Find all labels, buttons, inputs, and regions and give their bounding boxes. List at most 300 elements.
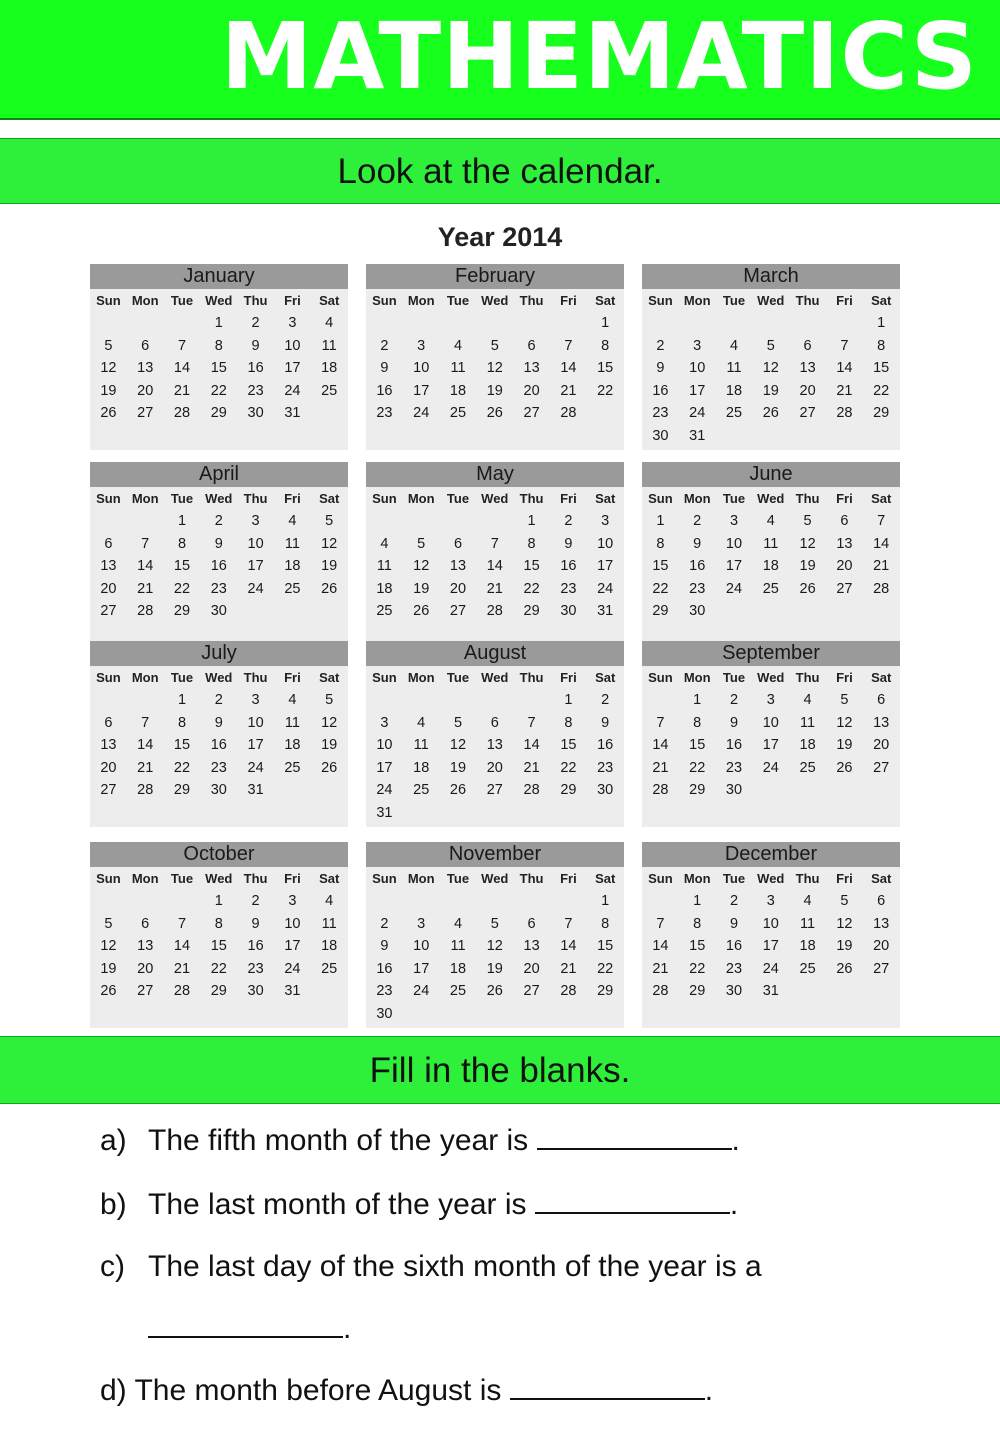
day-cell: 30: [597, 782, 614, 798]
day-cell: 13: [523, 938, 540, 954]
weekday-label: Tue: [722, 491, 746, 506]
day-cell: 10: [762, 915, 779, 932]
day-cell: [440, 890, 477, 913]
week-row: [366, 734, 624, 757]
day-cell: [440, 802, 477, 825]
day-cell: 8: [656, 535, 665, 552]
weekday-label: Sat: [871, 293, 892, 308]
day-cell: 3: [417, 337, 426, 354]
day-cell: [550, 802, 587, 825]
week-row: [90, 913, 348, 936]
week-row: [366, 802, 624, 825]
answer-blank-d[interactable]: [510, 1372, 705, 1400]
day-cell: 23: [560, 580, 577, 597]
day-cell: 8: [564, 714, 573, 731]
day-cell: 29: [689, 782, 706, 798]
day-cell: 1: [177, 513, 187, 529]
month-april: [90, 462, 348, 648]
day-cell: 23: [725, 960, 743, 977]
day-cell: 9: [380, 360, 389, 376]
day-cell: 1: [177, 692, 187, 708]
question-a: [100, 1122, 740, 1158]
day-cell: [587, 402, 624, 425]
weekday-header: [366, 868, 624, 890]
day-cell: 20: [799, 382, 816, 399]
day-cell: 20: [137, 960, 154, 977]
answer-blank-c[interactable]: [148, 1310, 343, 1338]
day-cell: 29: [173, 603, 191, 619]
day-cell: 5: [840, 893, 849, 909]
day-cell: [440, 1003, 477, 1026]
weekday-label: Sun: [372, 670, 397, 685]
day-cell: 21: [560, 382, 577, 399]
day-cell: 7: [656, 714, 665, 731]
day-cell: 30: [560, 603, 577, 619]
day-cell: 8: [214, 915, 223, 932]
week-row: [366, 890, 624, 913]
weekday-label: Sat: [595, 293, 616, 308]
day-cell: 18: [725, 382, 743, 399]
weekday-label: Thu: [519, 871, 544, 886]
weekday-label: Sun: [372, 491, 397, 506]
day-cell: 5: [325, 692, 334, 708]
day-cell: [440, 312, 477, 335]
day-cell: [863, 779, 900, 802]
day-cell: [127, 510, 164, 533]
day-cell: 31: [284, 983, 301, 999]
month-october: [90, 842, 348, 1028]
day-cell: 2: [729, 893, 739, 909]
day-cell: 23: [247, 960, 264, 977]
week-row: [366, 578, 624, 601]
day-cell: 12: [449, 737, 467, 753]
week-row: [366, 757, 624, 780]
weekday-label: Wed: [481, 491, 509, 506]
day-cell: 6: [141, 337, 150, 354]
day-cell: 17: [413, 960, 430, 977]
day-cell: 26: [486, 405, 503, 421]
day-cell: 6: [877, 692, 886, 708]
day-cell: 27: [100, 603, 117, 619]
day-cell: [826, 779, 863, 802]
week-row: [366, 913, 624, 936]
day-cell: 9: [214, 714, 223, 731]
week-row: [642, 425, 900, 448]
weekday-label: Sun: [372, 871, 397, 886]
day-cell: 31: [284, 405, 301, 421]
day-cell: 21: [137, 580, 154, 597]
week-row: [90, 958, 348, 981]
month-december: [642, 842, 900, 1028]
day-cell: 22: [210, 382, 227, 399]
weekday-label: Fri: [284, 670, 301, 685]
weekday-label: Thu: [795, 871, 820, 886]
day-cell: 16: [652, 382, 669, 399]
weekday-label: Tue: [446, 491, 470, 506]
day-cell: [164, 890, 201, 913]
month-november: [366, 842, 624, 1028]
week-row: [366, 510, 624, 533]
question-end: .: [731, 1124, 740, 1157]
day-cell: 13: [100, 558, 117, 574]
weekday-header: [366, 667, 624, 689]
day-cell: 19: [762, 382, 779, 399]
day-cell: [476, 890, 513, 913]
day-cell: 20: [873, 737, 890, 753]
day-cell: [513, 802, 550, 825]
weekday-label: Fri: [560, 293, 577, 308]
day-cell: 12: [100, 938, 117, 954]
day-cell: 7: [564, 915, 573, 932]
day-cell: 10: [284, 915, 301, 932]
day-cell: 7: [490, 535, 499, 552]
answer-blank-a[interactable]: [537, 1122, 732, 1150]
day-cell: 3: [251, 692, 260, 708]
day-cell: 6: [453, 535, 463, 552]
day-cell: 14: [836, 360, 853, 376]
day-cell: 31: [762, 983, 779, 999]
question-text: The fifth month of the year is: [148, 1124, 529, 1157]
day-cell: 6: [141, 915, 150, 932]
day-cell: 13: [836, 535, 853, 552]
day-cell: 2: [656, 337, 665, 354]
weekday-header: [366, 290, 624, 312]
weekday-label: Tue: [170, 491, 194, 506]
question-c-answer-line: [148, 1310, 351, 1346]
day-cell: 4: [325, 315, 334, 331]
weekday-label: Mon: [683, 293, 711, 308]
day-cell: 12: [836, 915, 853, 932]
day-cell: 5: [104, 915, 113, 932]
day-cell: [127, 312, 164, 335]
day-cell: 4: [453, 337, 463, 354]
answer-blank-b[interactable]: [535, 1186, 730, 1214]
weekday-label: Wed: [481, 871, 509, 886]
day-cell: 16: [560, 558, 577, 574]
day-cell: [826, 312, 863, 335]
day-cell: 5: [490, 915, 499, 932]
day-cell: [789, 779, 826, 802]
day-cell: 5: [104, 337, 113, 354]
day-cell: 1: [527, 513, 536, 529]
month-name: March: [642, 264, 900, 289]
day-cell: 16: [247, 360, 264, 376]
week-row: [90, 600, 348, 623]
day-cell: 24: [284, 382, 301, 399]
day-cell: 20: [523, 960, 540, 977]
day-cell: 7: [877, 513, 886, 529]
weekday-header: [90, 868, 348, 890]
week-row: [642, 958, 900, 981]
day-cell: 7: [656, 915, 665, 932]
day-cell: [752, 600, 789, 623]
day-cell: 16: [376, 382, 393, 399]
day-cell: 5: [325, 513, 334, 529]
weekday-label: Mon: [407, 670, 435, 685]
month-name: April: [90, 462, 348, 487]
day-cell: 14: [173, 360, 191, 376]
weekday-header: [642, 488, 900, 510]
day-cell: [716, 312, 753, 335]
day-cell: 28: [137, 782, 154, 798]
day-cell: 28: [137, 603, 154, 619]
week-row: [366, 555, 624, 578]
day-cell: 17: [284, 938, 301, 954]
weekday-label: Sun: [96, 670, 121, 685]
week-row: [642, 510, 900, 533]
day-cell: 18: [449, 382, 467, 399]
weekday-label: Mon: [683, 871, 711, 886]
day-cell: 20: [486, 759, 503, 776]
day-cell: 1: [564, 692, 573, 708]
day-cell: 23: [376, 983, 393, 999]
day-cell: 9: [380, 938, 389, 954]
day-cell: 27: [137, 983, 154, 999]
day-cell: 11: [800, 714, 816, 731]
week-row: [642, 312, 900, 335]
day-cell: 21: [137, 759, 154, 776]
weekday-label: Tue: [170, 670, 194, 685]
week-row: [90, 578, 348, 601]
day-cell: 13: [873, 714, 890, 731]
day-cell: 3: [766, 692, 775, 708]
day-cell: 19: [486, 960, 503, 977]
day-cell: 24: [689, 405, 706, 421]
day-cell: 23: [210, 759, 227, 776]
day-cell: 28: [652, 983, 669, 999]
day-cell: 26: [836, 960, 853, 977]
day-cell: 10: [247, 714, 264, 731]
title-banner: [0, 0, 1000, 120]
weekday-label: Sat: [871, 491, 892, 506]
day-cell: 16: [210, 737, 227, 753]
day-cell: 20: [873, 938, 890, 954]
day-cell: 5: [766, 337, 775, 354]
day-cell: 28: [560, 405, 577, 421]
month-august: [366, 641, 624, 827]
day-cell: 21: [486, 580, 503, 597]
day-cell: 17: [689, 382, 706, 399]
day-cell: 6: [104, 535, 113, 552]
day-cell: 22: [210, 960, 227, 977]
day-cell: [789, 425, 826, 448]
weekday-label: Wed: [205, 293, 233, 308]
day-cell: 4: [325, 893, 334, 909]
day-cell: 18: [799, 938, 816, 954]
day-cell: 17: [762, 737, 779, 753]
weekday-label: Fri: [836, 293, 853, 308]
day-cell: [550, 1003, 587, 1026]
day-cell: 10: [762, 714, 779, 731]
day-cell: 25: [284, 580, 301, 597]
week-row: [366, 312, 624, 335]
day-cell: 13: [873, 915, 890, 932]
day-cell: 22: [523, 580, 540, 597]
day-cell: 11: [284, 535, 300, 552]
day-cell: 28: [523, 782, 540, 798]
weekday-label: Sat: [871, 871, 892, 886]
weekday-label: Mon: [683, 491, 711, 506]
day-cell: [642, 890, 679, 913]
day-cell: [311, 980, 348, 1003]
day-cell: 10: [247, 535, 264, 552]
day-cell: 16: [247, 938, 264, 954]
day-cell: 2: [214, 692, 223, 708]
day-cell: [863, 425, 900, 448]
day-cell: [642, 312, 679, 335]
day-cell: 16: [689, 558, 706, 574]
day-cell: 14: [486, 558, 503, 574]
weekday-label: Tue: [170, 871, 194, 886]
weekday-label: Sun: [96, 871, 121, 886]
day-cell: [440, 689, 477, 712]
month-name: May: [366, 462, 624, 487]
day-cell: [789, 600, 826, 623]
day-cell: 2: [380, 337, 389, 354]
day-cell: 14: [873, 535, 890, 552]
day-cell: 27: [799, 405, 816, 421]
day-cell: 31: [376, 804, 393, 821]
day-cell: 25: [799, 960, 816, 977]
day-cell: 18: [321, 360, 338, 376]
day-cell: 10: [597, 535, 614, 552]
weekday-label: Fri: [284, 293, 301, 308]
day-cell: 12: [762, 360, 779, 376]
day-cell: 22: [173, 759, 191, 776]
week-row: [366, 980, 624, 1003]
day-cell: 18: [449, 960, 467, 977]
day-cell: 19: [321, 737, 338, 753]
day-cell: 25: [284, 759, 301, 776]
day-cell: 25: [321, 960, 338, 977]
day-cell: 25: [449, 983, 467, 999]
question-d: [100, 1372, 713, 1408]
day-cell: 7: [564, 337, 573, 354]
day-cell: 10: [725, 535, 743, 552]
day-cell: 25: [321, 382, 338, 399]
month-name: June: [642, 462, 900, 487]
weekday-label: Sat: [595, 491, 616, 506]
month-january: [90, 264, 348, 450]
month-july: [90, 641, 348, 827]
day-cell: [550, 312, 587, 335]
day-cell: [476, 802, 513, 825]
day-cell: 11: [376, 558, 392, 574]
day-cell: 23: [376, 405, 393, 421]
weekday-label: Sun: [96, 293, 121, 308]
day-cell: 3: [417, 915, 426, 932]
weekday-label: Sat: [319, 871, 340, 886]
day-cell: 20: [137, 382, 154, 399]
day-cell: 27: [486, 782, 503, 798]
day-cell: 30: [376, 1005, 393, 1022]
weekday-label: Fri: [560, 871, 577, 886]
weekday-label: Mon: [407, 871, 435, 886]
day-cell: 6: [527, 337, 536, 354]
day-cell: 27: [836, 580, 853, 597]
day-cell: 19: [836, 938, 853, 954]
week-row: [642, 380, 900, 403]
month-june: [642, 462, 900, 648]
month-name: August: [366, 641, 624, 666]
day-cell: 17: [725, 558, 743, 574]
weekday-label: Tue: [722, 871, 746, 886]
weekday-label: Wed: [205, 670, 233, 685]
day-cell: 25: [376, 603, 393, 619]
day-cell: 9: [693, 535, 702, 552]
month-september: [642, 641, 900, 827]
day-cell: [311, 600, 348, 623]
day-cell: 8: [214, 337, 223, 354]
weekday-label: Thu: [519, 670, 544, 685]
day-cell: 9: [601, 714, 610, 731]
day-cell: 17: [247, 737, 264, 753]
day-cell: 11: [450, 938, 466, 954]
day-cell: [587, 1003, 624, 1026]
day-cell: 17: [597, 558, 614, 574]
day-cell: 27: [873, 759, 890, 776]
day-cell: 18: [799, 737, 816, 753]
day-cell: 11: [800, 915, 816, 932]
week-row: [642, 913, 900, 936]
day-cell: 28: [173, 983, 191, 999]
day-cell: [863, 980, 900, 1003]
day-cell: [311, 779, 348, 802]
day-cell: 27: [873, 960, 890, 977]
week-row: [90, 779, 348, 802]
day-cell: 8: [601, 337, 610, 354]
day-cell: 5: [490, 337, 499, 354]
month-name: September: [642, 641, 900, 666]
day-cell: 20: [100, 580, 117, 597]
day-cell: 2: [214, 513, 223, 529]
day-cell: 14: [560, 360, 577, 376]
day-cell: 11: [726, 360, 742, 376]
day-cell: [366, 689, 403, 712]
day-cell: 8: [601, 915, 610, 932]
day-cell: 10: [284, 337, 301, 354]
day-cell: 22: [560, 759, 577, 776]
day-cell: 11: [413, 737, 429, 753]
week-row: [366, 712, 624, 735]
month-name: December: [642, 842, 900, 867]
day-cell: 8: [177, 535, 187, 552]
question-b: [100, 1186, 738, 1222]
day-cell: 24: [597, 580, 614, 597]
day-cell: 9: [729, 714, 739, 731]
weekday-label: Tue: [170, 293, 194, 308]
day-cell: 12: [836, 714, 853, 731]
day-cell: [476, 1003, 513, 1026]
week-row: [366, 779, 624, 802]
day-cell: [550, 890, 587, 913]
weekday-label: Mon: [131, 293, 159, 308]
day-cell: [476, 689, 513, 712]
day-cell: 4: [380, 535, 389, 552]
day-cell: 8: [877, 337, 886, 354]
day-cell: 1: [656, 513, 665, 529]
day-cell: 6: [490, 714, 499, 731]
day-cell: [403, 312, 440, 335]
weekday-label: Tue: [446, 293, 470, 308]
day-cell: 5: [803, 513, 812, 529]
day-cell: 15: [689, 737, 706, 753]
week-row: [366, 1003, 624, 1026]
day-cell: 11: [763, 535, 779, 552]
day-cell: 19: [486, 382, 503, 399]
weekday-label: Mon: [407, 491, 435, 506]
day-cell: [90, 890, 127, 913]
